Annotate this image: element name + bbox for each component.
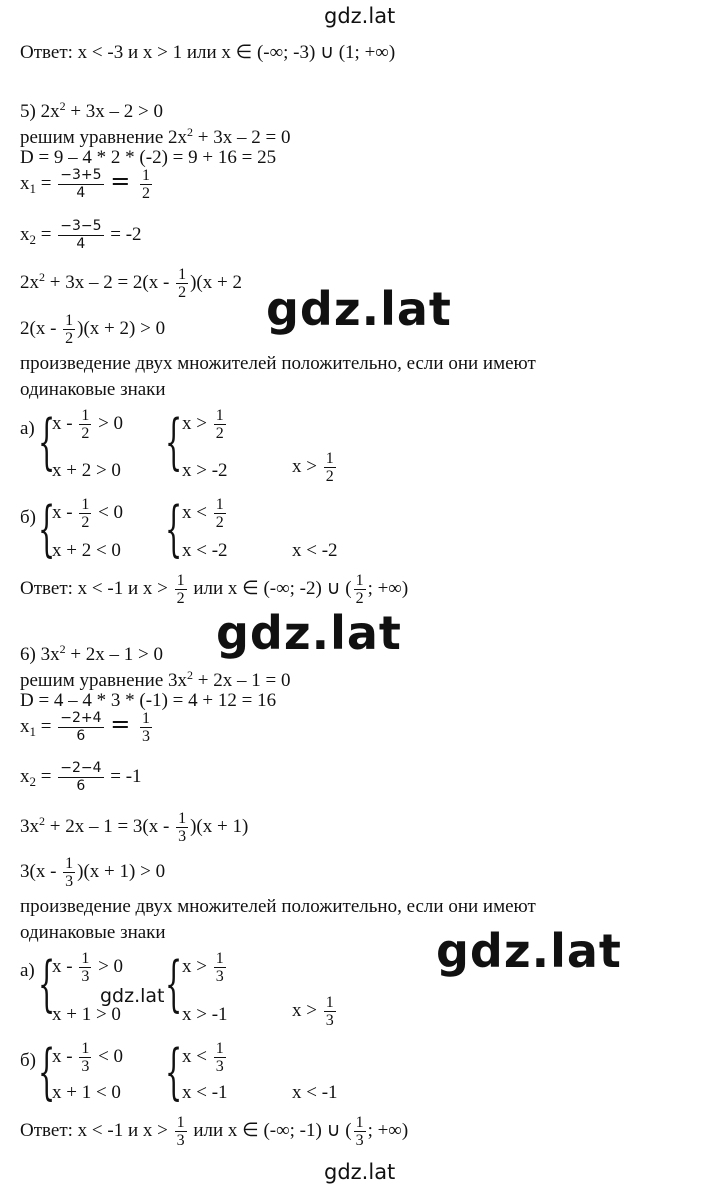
p5-solve-equation: решим уравнение $2x^2 + 3x - 2 = 0$ <box>20 125 291 148</box>
p5-answer: Ответ: x < -1 и x > $\frac{1}{2}$ или x ∈ (-∞; -2) ∪ ( $\frac{1}{2}$ ; +∞) <box>20 572 409 607</box>
p5-case-a-sol-1: x > $\frac{1}{2}$ <box>182 407 224 442</box>
fraction: $\frac{-2+4}{6}$ <box>60 710 102 744</box>
p5-case-a-result: x > $\frac{1}{2}$ <box>292 450 334 485</box>
p5-case-b-row-2: x + 2 < 0 <box>52 540 121 561</box>
fraction: $\frac{1}{2}$ <box>176 572 185 607</box>
p5-case-a-row-2: x + 2 > 0 <box>52 460 121 481</box>
p6-case-a-result: x > $\frac{1}{3}$ <box>292 994 334 1029</box>
p6-case-a-label: а) <box>20 960 35 981</box>
p5-root-1: $x_1$ = $\frac{-3+5}{4}$ = $\frac{1}{2}$ <box>20 166 150 202</box>
p6-case-b-label: б) <box>20 1050 36 1071</box>
p6-discriminant: D = 4 – 4 * 3 * (-1) = 4 + 12 = 16 <box>20 690 277 711</box>
fraction: $\frac{1}{3}$ <box>176 1114 185 1149</box>
brace-icon: { <box>38 1037 56 1107</box>
fraction: $\frac{1}{2}$ <box>355 572 364 607</box>
brace-icon: { <box>165 407 183 477</box>
p5-case-a-sol-2: x > -2 <box>182 460 228 481</box>
p5-same-signs: одинаковые знаки <box>20 379 166 400</box>
p6-case-b-result: x < -1 <box>292 1082 338 1103</box>
answer-4: Ответ: x < -3 и x > 1 или x ∈ (-∞; -3) ∪ (1; +∞) <box>20 42 396 63</box>
p6-inequality: 3(x - $\frac{1}{3}$ )(x + 1) > 0 <box>20 855 166 890</box>
fraction: $\frac{1}{3}$ <box>178 810 187 846</box>
fraction: $\frac{1}{3}$ <box>81 1040 90 1075</box>
brace-icon: { <box>38 407 56 477</box>
p5-discriminant: D = 9 – 4 * 2 * (-2) = 9 + 16 = 25 <box>20 147 277 168</box>
brace-icon: { <box>38 949 56 1019</box>
p6-factorization: $3x^2 + 2x - 1 = 3(x$ - $\frac{1}{3}$ )(x + 1) <box>20 810 249 846</box>
brace-icon: { <box>165 494 183 564</box>
fraction: $\frac{1}{3}$ <box>65 855 74 890</box>
p6-case-b-row-1: x - $\frac{1}{3}$ < 0 <box>52 1040 124 1075</box>
watermark-bottom: gdz.lat <box>324 1160 396 1184</box>
fraction: $\frac{1}{3}$ <box>215 950 224 985</box>
brace-icon: { <box>165 1037 183 1107</box>
fraction: $\frac{1}{2}$ <box>325 450 334 485</box>
p6-case-a-sol-2: x > -1 <box>182 1004 228 1025</box>
p6-solve-equation: решим уравнение $3x^2 + 2x - 1 = 0$ <box>20 668 291 691</box>
p6-case-b-sol-1: x < $\frac{1}{3}$ <box>182 1040 224 1075</box>
p6-title: 6) $3x^2 + 2x - 1 > 0$ <box>20 642 164 665</box>
fraction: $\frac{1}{2}$ <box>178 266 187 302</box>
fraction: $\frac{1}{2}$ <box>142 167 150 202</box>
p5-case-a-label: а) <box>20 418 35 439</box>
p6-same-signs: одинаковые знаки <box>20 922 166 943</box>
p6-case-b-row-2: x + 1 < 0 <box>52 1082 121 1103</box>
fraction: $\frac{1}{3}$ <box>355 1114 364 1149</box>
brace-icon: { <box>165 949 183 1019</box>
p5-title: 5) $2x^2 + 3x - 2 > 0$ <box>20 99 164 122</box>
p5-product-text: произведение двух множителей положительно, если они имеют <box>20 353 536 374</box>
p6-product-text: произведение двух множителей положительно, если они имеют <box>20 896 536 917</box>
p6-case-b-sol-2: x < -1 <box>182 1082 228 1103</box>
p5-factorization: $2x^2 + 3x - 2 = 2(x$ - $\frac{1}{2}$ )(x + 2 <box>20 266 242 302</box>
fraction: $\frac{1}{3}$ <box>215 1040 224 1075</box>
fraction: $\frac{-2-4}{6}$ <box>60 760 102 794</box>
watermark-top: gdz.lat <box>324 4 396 28</box>
fraction: $\frac{1}{3}$ <box>142 710 150 745</box>
p6-answer: Ответ: x < -1 и x > $\frac{1}{3}$ или x ∈ (-∞; -1) ∪ ( $\frac{1}{3}$ ; +∞) <box>20 1114 409 1149</box>
p5-case-b-sol-2: x < -2 <box>182 540 228 561</box>
p5-case-b-result: x < -2 <box>292 540 338 561</box>
brace-icon: { <box>38 494 56 564</box>
fraction: $\frac{1}{3}$ <box>325 994 334 1029</box>
p6-root-2: $x_2$ = $\frac{-2-4}{6}$ = -1 <box>20 760 142 794</box>
fraction: $\frac{1}{2}$ <box>215 407 224 442</box>
fraction: $\frac{1}{2}$ <box>81 407 90 442</box>
fraction: $\frac{1}{2}$ <box>81 496 90 531</box>
p5-case-b-sol-1: x < $\frac{1}{2}$ <box>182 496 224 531</box>
p6-case-a-sol-1: x > $\frac{1}{3}$ <box>182 950 224 985</box>
watermark-inline: gdz.lat <box>100 985 165 1007</box>
p5-case-a-row-1: x - $\frac{1}{2}$ > 0 <box>52 407 124 442</box>
p5-case-b-label: б) <box>20 507 36 528</box>
p6-case-a-row-2: x + 1 > 0 <box>52 1004 121 1025</box>
fraction: $\frac{-3-5}{4}$ <box>60 218 102 252</box>
p6-case-a-row-1: x - $\frac{1}{3}$ > 0 <box>52 950 124 985</box>
fraction: $\frac{1}{2}$ <box>65 312 74 347</box>
fraction: $\frac{1}{3}$ <box>81 950 90 985</box>
p5-root-2: $x_2$ = $\frac{-3-5}{4}$ = -2 <box>20 218 142 252</box>
fraction: $\frac{1}{2}$ <box>215 496 224 531</box>
watermark-right: gdz.lat <box>436 924 622 978</box>
p5-inequality: 2(x - $\frac{1}{2}$ )(x + 2) > 0 <box>20 312 166 347</box>
p6-root-1: $x_1$ = $\frac{-2+4}{6}$ = $\frac{1}{3}$ <box>20 709 150 745</box>
p5-case-b-row-1: x - $\frac{1}{2}$ < 0 <box>52 496 124 531</box>
fraction: $\frac{-3+5}{4}$ <box>60 167 102 201</box>
watermark-middle-1: gdz.lat <box>266 282 452 336</box>
watermark-middle-2: gdz.lat <box>216 606 402 660</box>
